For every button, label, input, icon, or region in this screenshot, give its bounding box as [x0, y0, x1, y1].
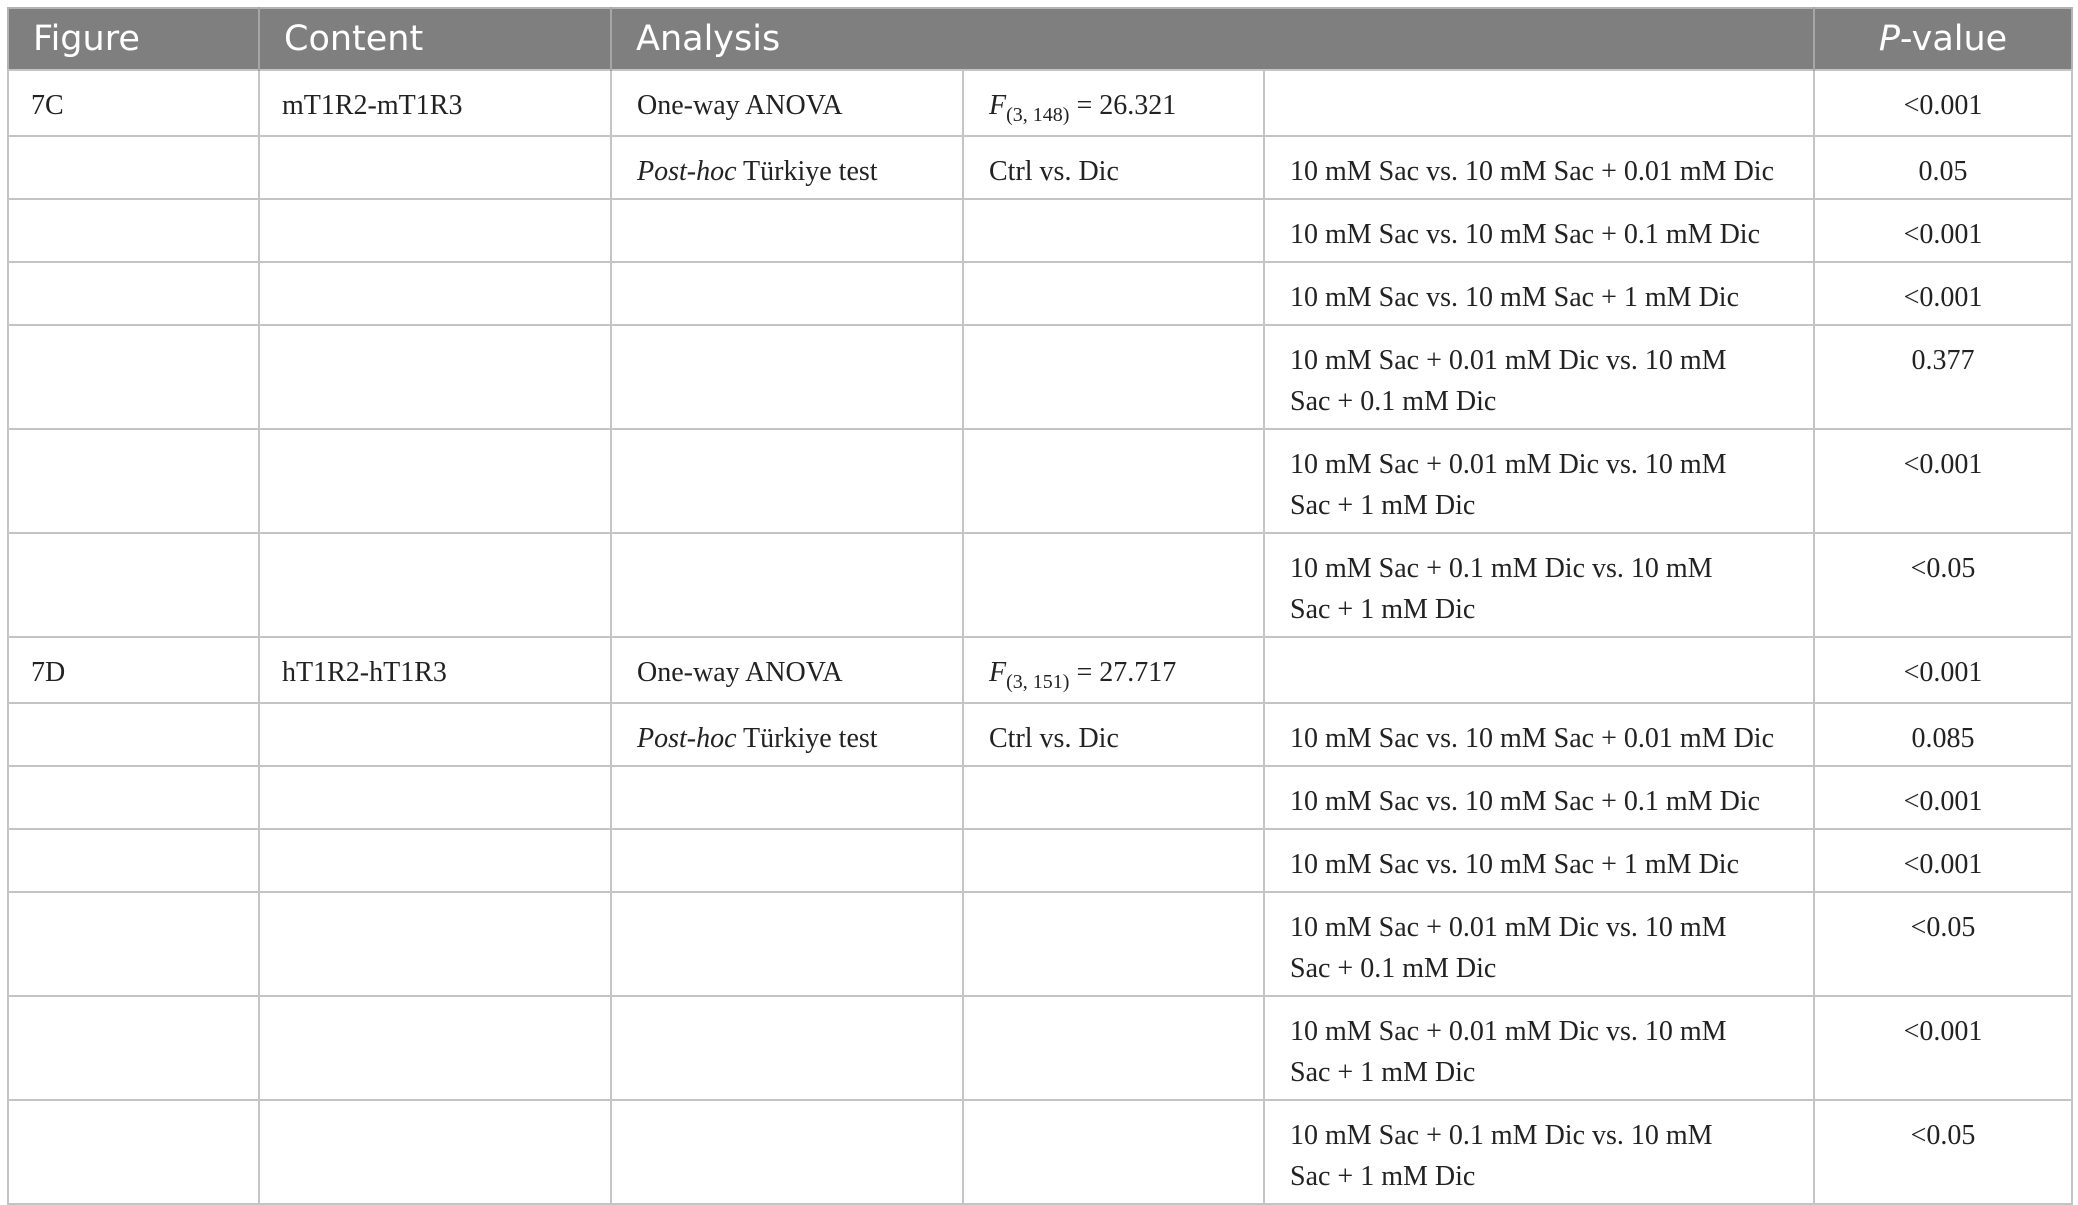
table-header [8, 8, 2072, 70]
content-cell [259, 533, 611, 637]
comparison-cell [1264, 70, 1814, 136]
comparison-cell: 10 mM Sac vs. 10 mM Sac + 0.01 mM Dic [1264, 703, 1814, 766]
comparison-cell: 10 mM Sac vs. 10 mM Sac + 0.01 mM Dic [1264, 136, 1814, 199]
content-cell [259, 892, 611, 996]
table-row [8, 829, 2072, 892]
comparison-cell [1264, 996, 1814, 1100]
header-p-value [1814, 8, 2072, 70]
statistic-cell [963, 892, 1264, 996]
figure-cell [8, 766, 259, 829]
analysis-cell [611, 996, 963, 1100]
f-symbol: F [989, 90, 1007, 121]
statistic-cell [963, 199, 1264, 262]
p-value-cell: <0.001 [1814, 70, 2072, 136]
table-row [8, 325, 2072, 429]
statistic-cell: Ctrl vs. Dic [963, 703, 1264, 766]
figure-cell [8, 136, 259, 199]
comparison-line: 10 mM Sac + 0.1 mM Dic vs. 10 mM [1290, 553, 1713, 584]
p-value-cell: 0.085 [1814, 703, 2072, 766]
posthoc-test-name: Türkiye test [736, 723, 878, 754]
comparison-line: Sac + 0.1 mM Dic [1290, 386, 1497, 417]
comparison-line: 10 mM Sac + 0.01 mM Dic vs. 10 mM [1290, 449, 1727, 480]
figure-cell: 7C [8, 70, 259, 136]
figure-cell [8, 533, 259, 637]
content-cell [259, 996, 611, 1100]
figure-cell [8, 262, 259, 325]
analysis-cell: One-way ANOVA [611, 637, 963, 703]
statistic-cell [963, 262, 1264, 325]
p-value-cell: <0.001 [1814, 429, 2072, 533]
figure-cell [8, 829, 259, 892]
header-analysis: Analysis [611, 8, 1814, 70]
f-symbol: F [989, 657, 1007, 688]
comparison-cell: 10 mM Sac vs. 10 mM Sac + 1 mM Dic [1264, 829, 1814, 892]
analysis-cell [611, 703, 963, 766]
table-row [8, 262, 2072, 325]
comparison-cell [1264, 325, 1814, 429]
content-cell [259, 199, 611, 262]
statistic-cell [963, 766, 1264, 829]
f-value: = 27.717 [1069, 657, 1177, 688]
comparison-line: Sac + 1 mM Dic [1290, 490, 1476, 521]
statistic-cell [963, 637, 1264, 703]
statistic-cell [963, 829, 1264, 892]
analysis-cell [611, 829, 963, 892]
f-value: = 26.321 [1069, 90, 1177, 121]
comparison-line: Sac + 1 mM Dic [1290, 1161, 1476, 1192]
p-value-cell: <0.05 [1814, 1100, 2072, 1204]
p-value-cell: <0.001 [1814, 262, 2072, 325]
header-figure: Figure [8, 8, 259, 70]
table-row [8, 996, 2072, 1100]
analysis-cell [611, 262, 963, 325]
posthoc-test-name: Türkiye test [736, 156, 878, 187]
comparison-cell [1264, 892, 1814, 996]
header-content: Content [259, 8, 611, 70]
content-cell [259, 325, 611, 429]
comparison-line: 10 mM Sac + 0.01 mM Dic vs. 10 mM [1290, 912, 1727, 943]
comparison-cell [1264, 1100, 1814, 1204]
content-cell [259, 429, 611, 533]
table-row [8, 766, 2072, 829]
table-row [8, 199, 2072, 262]
p-value-cell: <0.001 [1814, 637, 2072, 703]
comparison-line: 10 mM Sac + 0.01 mM Dic vs. 10 mM [1290, 1016, 1727, 1047]
comparison-line: 10 mM Sac + 0.01 mM Dic vs. 10 mM [1290, 345, 1727, 376]
figure-cell: 7D [8, 637, 259, 703]
statistic-cell [963, 325, 1264, 429]
figure-cell [8, 892, 259, 996]
f-subscript: (3, 151) [1006, 671, 1070, 693]
table-body [8, 70, 2072, 1204]
content-cell [259, 262, 611, 325]
p-value-cell: <0.05 [1814, 892, 2072, 996]
p-value-cell: 0.377 [1814, 325, 2072, 429]
table-row [8, 892, 2072, 996]
content-cell: mT1R2-mT1R3 [259, 70, 611, 136]
table-row [8, 429, 2072, 533]
statistic-cell [963, 996, 1264, 1100]
posthoc-label: Post-hoc [637, 156, 737, 187]
posthoc-label: Post-hoc [637, 723, 737, 754]
p-value-cell: <0.001 [1814, 766, 2072, 829]
table-row [8, 70, 2072, 136]
content-cell [259, 1100, 611, 1204]
comparison-cell [1264, 533, 1814, 637]
figure-cell [8, 1100, 259, 1204]
comparison-line: 10 mM Sac + 0.1 mM Dic vs. 10 mM [1290, 1120, 1713, 1151]
f-subscript: (3, 148) [1006, 104, 1070, 126]
figure-cell [8, 703, 259, 766]
figure-cell [8, 429, 259, 533]
statistics-table [7, 7, 2073, 1205]
comparison-cell: 10 mM Sac vs. 10 mM Sac + 1 mM Dic [1264, 262, 1814, 325]
analysis-cell: One-way ANOVA [611, 70, 963, 136]
comparison-line: Sac + 1 mM Dic [1290, 1057, 1476, 1088]
statistic-cell [963, 70, 1264, 136]
analysis-cell [611, 766, 963, 829]
content-cell [259, 829, 611, 892]
comparison-cell: 10 mM Sac vs. 10 mM Sac + 0.1 mM Dic [1264, 766, 1814, 829]
figure-cell [8, 996, 259, 1100]
figure-cell [8, 199, 259, 262]
p-value-cell: <0.001 [1814, 829, 2072, 892]
statistic-cell [963, 533, 1264, 637]
p-value-cell: <0.001 [1814, 996, 2072, 1100]
table-row [8, 637, 2072, 703]
analysis-cell [611, 199, 963, 262]
table-row [8, 703, 2072, 766]
content-cell: hT1R2-hT1R3 [259, 637, 611, 703]
analysis-cell [611, 325, 963, 429]
comparison-cell [1264, 429, 1814, 533]
content-cell [259, 703, 611, 766]
content-cell [259, 136, 611, 199]
analysis-cell [611, 892, 963, 996]
header-row [8, 8, 2072, 70]
table-row [8, 533, 2072, 637]
statistic-cell [963, 1100, 1264, 1204]
p-value-cell: 0.05 [1814, 136, 2072, 199]
analysis-cell [611, 136, 963, 199]
comparison-line: Sac + 1 mM Dic [1290, 594, 1476, 625]
figure-cell [8, 325, 259, 429]
table-row [8, 1100, 2072, 1204]
p-value-cell: <0.05 [1814, 533, 2072, 637]
comparison-cell: 10 mM Sac vs. 10 mM Sac + 0.1 mM Dic [1264, 199, 1814, 262]
statistic-cell [963, 429, 1264, 533]
header-p-symbol: P [1878, 19, 1900, 59]
statistic-cell: Ctrl vs. Dic [963, 136, 1264, 199]
comparison-cell [1264, 637, 1814, 703]
table-row [8, 136, 2072, 199]
analysis-cell [611, 533, 963, 637]
content-cell [259, 766, 611, 829]
analysis-cell [611, 429, 963, 533]
p-value-cell: <0.001 [1814, 199, 2072, 262]
analysis-cell [611, 1100, 963, 1204]
header-p-suffix: -value [1899, 19, 2008, 59]
comparison-line: Sac + 0.1 mM Dic [1290, 953, 1497, 984]
